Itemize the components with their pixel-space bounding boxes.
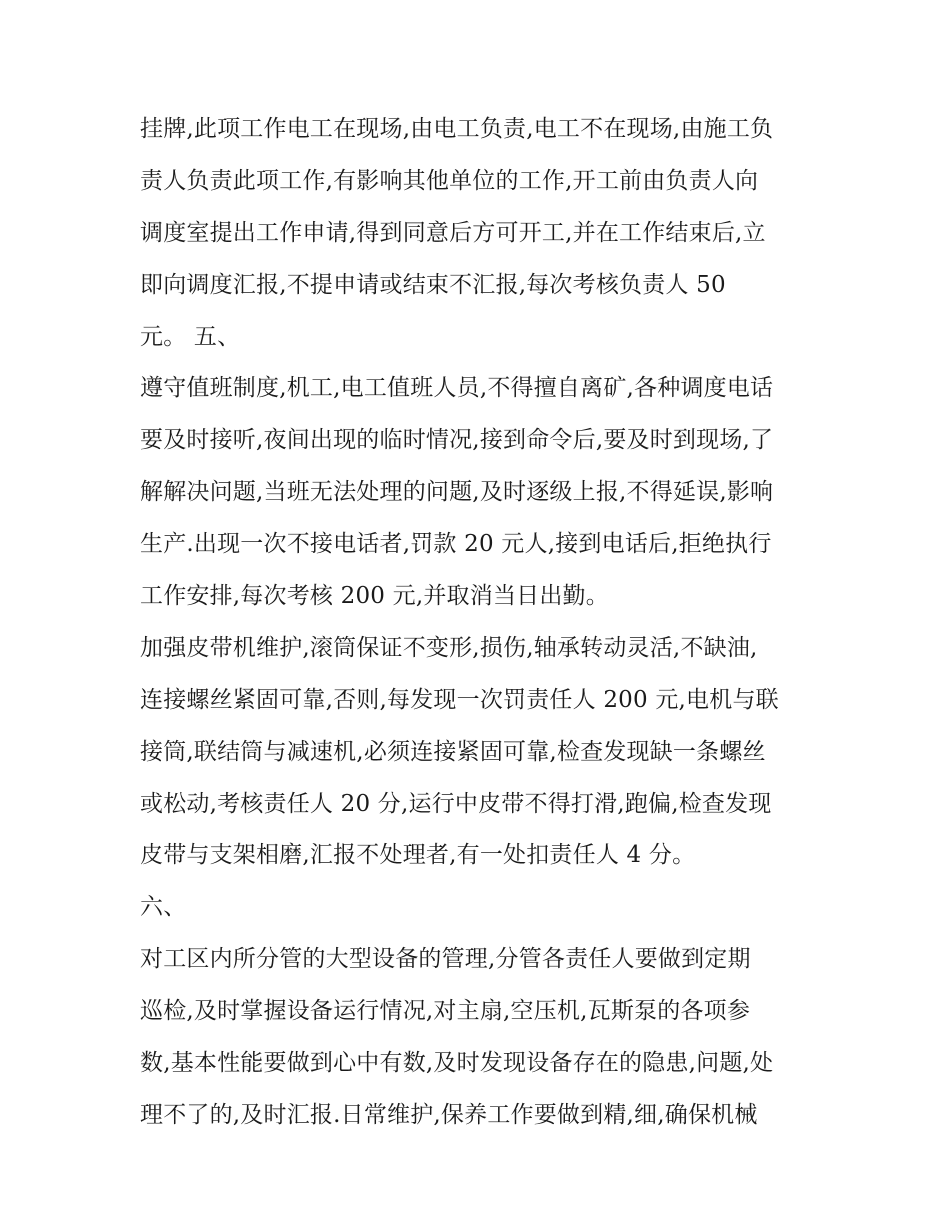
text-line: 连接螺丝紧固可靠,否则,每发现一次罚责任人 200 元,电机与联 — [140, 686, 779, 713]
document-body — [140, 104, 820, 1142]
text-line: 调度室提出工作申请,得到同意后方可开工,并在工作结束后,立 — [140, 219, 766, 246]
text-line: 要及时接听,夜间出现的临时情况,接到命令后,要及时到现场,了 — [140, 427, 774, 454]
text-line: 巡检,及时掌握设备运行情况,对主扇,空压机,瓦斯泵的各项参 — [140, 998, 751, 1025]
text-line: 或松动,考核责任人 20 分,运行中皮带不得打滑,跑偏,检查发现 — [140, 790, 772, 817]
text-line: 数,基本性能要做到心中有数,及时发现设备存在的隐患,问题,处 — [140, 1050, 774, 1077]
text-line: 解解决问题,当班无法处理的问题,及时逐级上报,不得延误,影响 — [140, 479, 774, 506]
section-heading: 六、 — [140, 894, 187, 921]
text-line: 元。 五、 — [140, 323, 241, 350]
text-line: 理不了的,及时汇报.日常维护,保养工作要做到精,细,确保机械 — [140, 1101, 758, 1128]
text-line: 生产.出现一次不接电话者,罚款 20 元人,接到电话后,拒绝执行 — [140, 531, 772, 558]
text-line: 皮带与支架相磨,汇报不处理者,有一处扣责任人 4 分。 — [140, 842, 696, 869]
text-line: 对工区内所分管的大型设备的管理,分管各责任人要做到定期 — [140, 946, 751, 973]
text-line: 遵守值班制度,机工,电工值班人员,不得擅自离矿,各种调度电话 — [140, 375, 774, 402]
text-line: 挂牌,此项工作电工在现场,由电工负责,电工不在现场,由施工负 — [140, 116, 774, 142]
text-line: 接筒,联结筒与减速机,必须连接紧固可靠,检查发现缺一条螺丝 — [140, 738, 766, 765]
text-line: 工作安排,每次考核 200 元,并取消当日出勤。 — [140, 583, 609, 610]
text-line: 责人负责此项工作,有影响其他单位的工作,开工前由负责人向 — [140, 167, 759, 194]
text-line: 即向调度汇报,不提申请或结束不汇报,每次考核负责人 50 — [140, 271, 726, 298]
text-line: 加强皮带机维护,滚筒保证不变形,损伤,轴承转动灵活,不缺油, — [140, 634, 758, 661]
